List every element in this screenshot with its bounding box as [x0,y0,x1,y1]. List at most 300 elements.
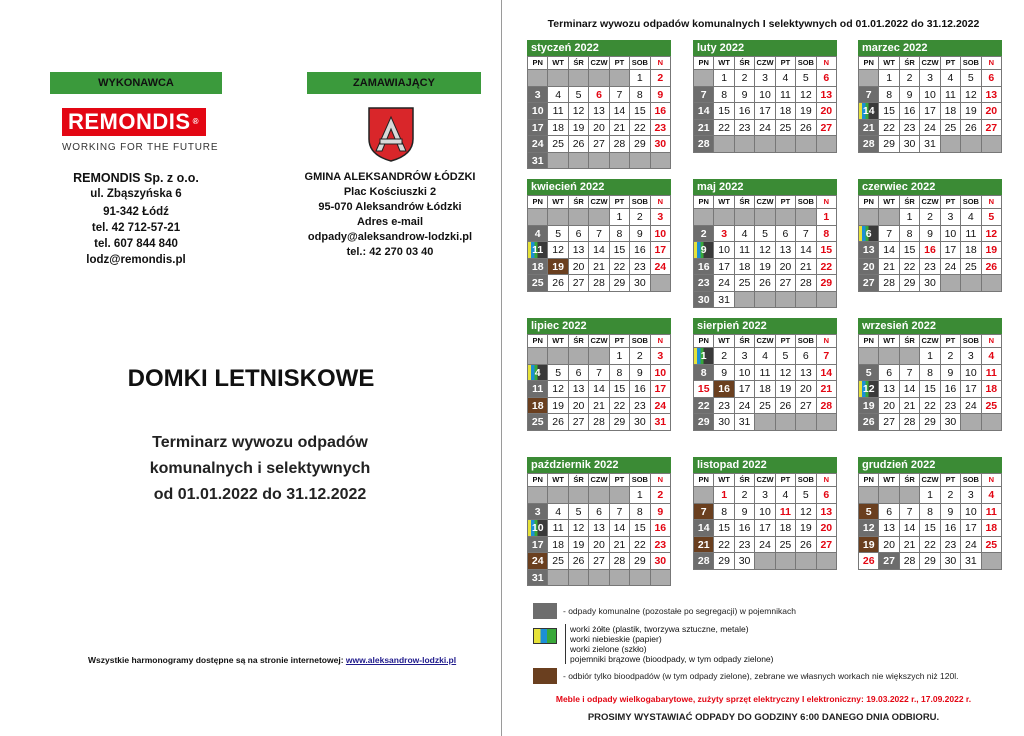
weekday-header: PT [776,57,796,70]
day-cell: 4 [982,487,1002,504]
day-cell: 24 [735,398,755,415]
day-cell: 21 [610,120,630,137]
day-cell: 27 [817,120,837,137]
weekday-header: ŚR [900,57,920,70]
day-cell: 26 [982,259,1002,276]
day-cell: 11 [735,242,755,259]
day-cell: 15 [630,520,650,537]
weekday-header: PN [528,196,548,209]
day-cell: 1 [817,209,837,226]
day-cell: 15 [610,381,630,398]
day-cell: 30 [630,275,650,292]
day-cell: 23 [630,259,650,276]
day-cell: 15 [900,242,920,259]
day-cell: 16 [651,103,671,120]
day-cell: 14 [610,103,630,120]
day-cell: 17 [755,103,775,120]
day-cell: 22 [920,537,940,554]
day-cell: 5 [859,504,879,521]
empty-cell [548,487,568,504]
weekday-header: PT [941,474,961,487]
day-cell: 17 [755,520,775,537]
day-cell: 4 [528,226,548,243]
empty-cell [776,553,796,570]
day-cell: 23 [735,120,755,137]
remondis-logo: REMONDIS ® [62,108,206,136]
empty-cell [879,209,899,226]
day-cell: 7 [900,365,920,382]
month-calendar [693,40,837,153]
day-cell: 31 [735,414,755,431]
empty-cell [528,209,548,226]
day-cell: 16 [735,103,755,120]
day-cell: 8 [610,226,630,243]
day-cell: 16 [941,520,961,537]
day-cell: 16 [630,242,650,259]
empty-cell [735,136,755,153]
day-cell: 17 [651,381,671,398]
day-cell: 21 [879,259,899,276]
empty-cell [776,209,796,226]
weekday-header: SOB [961,474,981,487]
weekday-header: WT [548,474,568,487]
contractor-label: WYKONAWCA [50,72,222,94]
day-cell: 6 [569,365,589,382]
coat-of-arms-icon [366,105,416,163]
day-cell: 7 [610,504,630,521]
day-cell: 24 [714,275,734,292]
weekday-header: PN [859,335,879,348]
weekday-header: ŚR [900,196,920,209]
empty-cell [796,209,816,226]
day-cell: 18 [982,381,1002,398]
day-cell: 20 [796,381,816,398]
day-cell: 3 [755,70,775,87]
weekday-header: ŚR [569,335,589,348]
day-cell: 2 [735,70,755,87]
day-cell: 8 [714,504,734,521]
day-cell: 14 [796,242,816,259]
day-cell: 18 [755,381,775,398]
weekday-header: PT [941,57,961,70]
day-cell: 1 [714,70,734,87]
client-street: Plac Kościuszki 2 [343,186,437,198]
day-cell: 22 [817,259,837,276]
day-cell: 5 [796,70,816,87]
day-cell: 30 [941,414,961,431]
day-cell: 13 [879,520,899,537]
day-cell: 24 [651,259,671,276]
day-cell: 4 [548,504,568,521]
day-cell: 14 [694,103,714,120]
weekday-header: N [651,474,671,487]
day-cell: 29 [879,136,899,153]
day-cell: 18 [961,242,981,259]
day-cell: 10 [920,87,940,104]
day-cell: 29 [630,553,650,570]
empty-cell [817,292,837,309]
day-cell: 20 [879,537,899,554]
empty-cell [610,70,630,87]
day-cell: 23 [735,537,755,554]
weekday-header: WT [714,335,734,348]
day-cell: 3 [714,226,734,243]
empty-cell [610,153,630,170]
client-email[interactable]: odpady@aleksandrow-lodzki.pl [307,231,473,243]
day-cell: 3 [961,487,981,504]
empty-cell [879,487,899,504]
day-cell: 30 [920,275,940,292]
day-cell: 22 [714,120,734,137]
day-cell: 17 [961,381,981,398]
legend-bags-line: worki żółte (plastik, tworzywa sztuczne, metale) [570,624,749,634]
weekday-header: PT [941,335,961,348]
weekday-header: PN [694,335,714,348]
empty-cell [755,553,775,570]
month-grid [693,334,837,431]
day-cell: 31 [528,570,548,587]
empty-cell [859,348,879,365]
day-cell: 20 [589,120,609,137]
empty-cell [589,153,609,170]
empty-cell [651,275,671,292]
day-cell: 19 [982,242,1002,259]
weekday-header: CZW [755,57,775,70]
day-cell: 17 [941,242,961,259]
day-cell: 27 [776,275,796,292]
day-cell: 7 [796,226,816,243]
contractor-name: REMONDIS Sp. z o.o. [73,171,199,185]
day-cell: 26 [548,275,568,292]
day-cell: 1 [879,70,899,87]
day-cell: 8 [900,226,920,243]
empty-cell [630,153,650,170]
day-cell: 29 [610,414,630,431]
weekday-header: PT [776,474,796,487]
day-cell: 4 [961,209,981,226]
day-cell: 22 [714,537,734,554]
weekday-header: PT [610,57,630,70]
empty-cell [714,209,734,226]
day-cell: 14 [589,381,609,398]
day-cell: 5 [548,365,568,382]
legend-komunalne: - odpady komunalne (pozostałe po segregacji) w pojemnikach [563,606,796,616]
day-cell: 17 [528,120,548,137]
day-cell: 5 [569,87,589,104]
day-cell: 31 [920,136,940,153]
subtitle-line: Terminarz wywozu odpadów [152,434,368,451]
weekday-header: ŚR [735,57,755,70]
day-cell: 19 [569,120,589,137]
weekday-header: WT [879,335,899,348]
weekday-header: N [817,57,837,70]
website-link[interactable]: www.aleksandrow-lodzki.pl [345,655,457,665]
month-calendar [693,457,837,570]
day-cell: 18 [735,259,755,276]
month-calendar [693,179,837,308]
left-page [0,0,502,736]
month-title: grudzień 2022 [858,457,1002,473]
day-cell: 20 [817,103,837,120]
month-title: styczeń 2022 [527,40,671,56]
month-title: luty 2022 [693,40,837,56]
weekday-header: PT [610,474,630,487]
weekday-header: N [982,335,1002,348]
day-cell: 28 [900,414,920,431]
month-title: październik 2022 [527,457,671,473]
day-cell: 25 [528,275,548,292]
empty-cell [548,209,568,226]
empty-cell [589,70,609,87]
day-cell: 21 [589,398,609,415]
month-calendar [858,318,1002,431]
day-cell: 5 [548,226,568,243]
day-cell: 6 [589,504,609,521]
day-cell: 6 [982,70,1002,87]
document-title: DOMKI LETNISKOWE [127,365,375,392]
empty-cell [569,70,589,87]
empty-cell [755,136,775,153]
day-cell: 23 [694,275,714,292]
day-cell: 6 [589,87,609,104]
weekday-header: WT [548,196,568,209]
day-cell: 8 [714,87,734,104]
weekday-header: WT [714,57,734,70]
legend-bags-line: worki niebieskie (papier) [570,634,662,644]
day-cell: 25 [735,275,755,292]
contractor-email[interactable]: lodz@remondis.pl [86,254,186,266]
day-cell: 18 [528,398,548,415]
day-cell: 29 [630,136,650,153]
day-cell: 27 [879,553,899,570]
month-grid [527,56,671,169]
day-cell: 10 [651,226,671,243]
day-cell: 23 [941,398,961,415]
month-calendar [527,457,671,586]
day-cell: 7 [817,348,837,365]
day-cell: 10 [528,103,548,120]
day-cell: 8 [610,365,630,382]
day-cell: 26 [796,120,816,137]
day-cell: 24 [528,553,548,570]
day-cell: 27 [589,553,609,570]
day-cell: 15 [610,242,630,259]
day-cell: 9 [941,504,961,521]
day-cell: 4 [755,348,775,365]
day-cell: 11 [528,381,548,398]
document-subtitle [0,430,520,508]
weekday-header: ŚR [569,196,589,209]
day-cell: 13 [879,381,899,398]
day-cell: 3 [651,348,671,365]
day-cell: 25 [528,414,548,431]
empty-cell [714,136,734,153]
day-cell: 2 [941,487,961,504]
month-grid [693,56,837,153]
day-cell: 14 [610,520,630,537]
day-cell: 6 [776,226,796,243]
empty-cell [569,570,589,587]
month-title: wrzesień 2022 [858,318,1002,334]
day-cell: 9 [735,87,755,104]
day-cell: 30 [900,136,920,153]
day-cell: 18 [776,103,796,120]
empty-cell [859,487,879,504]
day-cell: 12 [982,226,1002,243]
day-cell: 11 [982,365,1002,382]
day-cell: 23 [714,398,734,415]
day-cell: 20 [776,259,796,276]
day-cell: 8 [920,504,940,521]
day-cell: 2 [735,487,755,504]
day-cell: 9 [651,87,671,104]
empty-cell [694,487,714,504]
empty-cell [630,570,650,587]
weekday-header: CZW [920,196,940,209]
day-cell: 23 [630,398,650,415]
empty-cell [735,209,755,226]
day-cell: 6 [817,70,837,87]
day-cell: 3 [528,504,548,521]
empty-cell [859,70,879,87]
day-cell: 28 [859,136,879,153]
day-cell: 18 [776,520,796,537]
day-cell: 31 [714,292,734,309]
day-cell: 3 [920,70,940,87]
day-cell: 25 [755,398,775,415]
day-cell: 30 [651,136,671,153]
day-cell: 10 [528,520,548,537]
day-cell: 6 [859,226,879,243]
day-cell: 29 [694,414,714,431]
weekday-header: CZW [589,57,609,70]
weekday-header: SOB [796,335,816,348]
day-cell: 27 [569,414,589,431]
day-cell: 25 [941,120,961,137]
empty-cell [755,414,775,431]
empty-cell [900,487,920,504]
weekday-header: N [982,57,1002,70]
day-cell: 3 [961,348,981,365]
day-cell: 10 [941,226,961,243]
day-cell: 17 [651,242,671,259]
day-cell: 26 [796,537,816,554]
day-cell: 6 [796,348,816,365]
bio-swatch [533,668,557,684]
empty-cell [651,570,671,587]
subtitle-line: komunalnych i selektywnych [149,460,371,477]
day-cell: 30 [735,553,755,570]
empty-cell [817,553,837,570]
day-cell: 28 [589,414,609,431]
month-grid [527,473,671,586]
empty-cell [776,292,796,309]
day-cell: 24 [651,398,671,415]
day-cell: 9 [630,226,650,243]
month-calendar [527,40,671,169]
day-cell: 12 [548,381,568,398]
weekday-header: CZW [589,335,609,348]
day-cell: 25 [776,120,796,137]
empty-cell [610,487,630,504]
day-cell: 22 [920,398,940,415]
day-cell: 11 [941,87,961,104]
weekday-header: WT [879,57,899,70]
weekday-header: CZW [589,196,609,209]
day-cell: 18 [548,537,568,554]
weekday-header: SOB [630,196,650,209]
day-cell: 9 [900,87,920,104]
day-cell: 18 [941,103,961,120]
day-cell: 16 [920,242,940,259]
weekday-header: PT [610,196,630,209]
day-cell: 19 [755,259,775,276]
weekday-header: CZW [755,196,775,209]
day-cell: 11 [961,226,981,243]
legend-bags-line: worki zielone (szkło) [570,644,647,654]
empty-cell [982,553,1002,570]
day-cell: 18 [528,259,548,276]
empty-cell [796,414,816,431]
day-cell: 3 [941,209,961,226]
weekday-header: PN [528,335,548,348]
empty-cell [859,209,879,226]
day-cell: 15 [879,103,899,120]
empty-cell [796,136,816,153]
contractor-phone-1: tel. 42 712-57-21 [91,222,181,234]
empty-cell [589,209,609,226]
weekday-header: SOB [796,196,816,209]
day-cell: 26 [859,414,879,431]
day-cell: 16 [651,520,671,537]
day-cell: 1 [630,70,650,87]
day-cell: 1 [610,209,630,226]
empty-cell [610,570,630,587]
day-cell: 28 [817,398,837,415]
day-cell: 7 [589,365,609,382]
day-cell: 28 [694,136,714,153]
day-cell: 21 [859,120,879,137]
weekday-header: ŚR [735,474,755,487]
day-cell: 4 [982,348,1002,365]
day-cell: 22 [630,537,650,554]
day-cell: 2 [630,348,650,365]
weekday-header: N [817,196,837,209]
day-cell: 8 [630,87,650,104]
day-cell: 10 [735,365,755,382]
day-cell: 12 [796,87,816,104]
month-title: kwiecień 2022 [527,179,671,195]
weekday-header: PT [776,196,796,209]
empty-cell [569,348,589,365]
day-cell: 13 [817,504,837,521]
empty-cell [941,275,961,292]
month-title: sierpień 2022 [693,318,837,334]
day-cell: 24 [528,136,548,153]
day-cell: 29 [900,275,920,292]
day-cell: 31 [651,414,671,431]
weekday-header: SOB [630,474,650,487]
day-cell: 17 [961,520,981,537]
day-cell: 2 [920,209,940,226]
empty-cell [651,153,671,170]
day-cell: 29 [714,553,734,570]
day-cell: 15 [714,520,734,537]
empty-cell [548,153,568,170]
day-cell: 20 [569,398,589,415]
day-cell: 4 [776,487,796,504]
day-cell: 12 [961,87,981,104]
